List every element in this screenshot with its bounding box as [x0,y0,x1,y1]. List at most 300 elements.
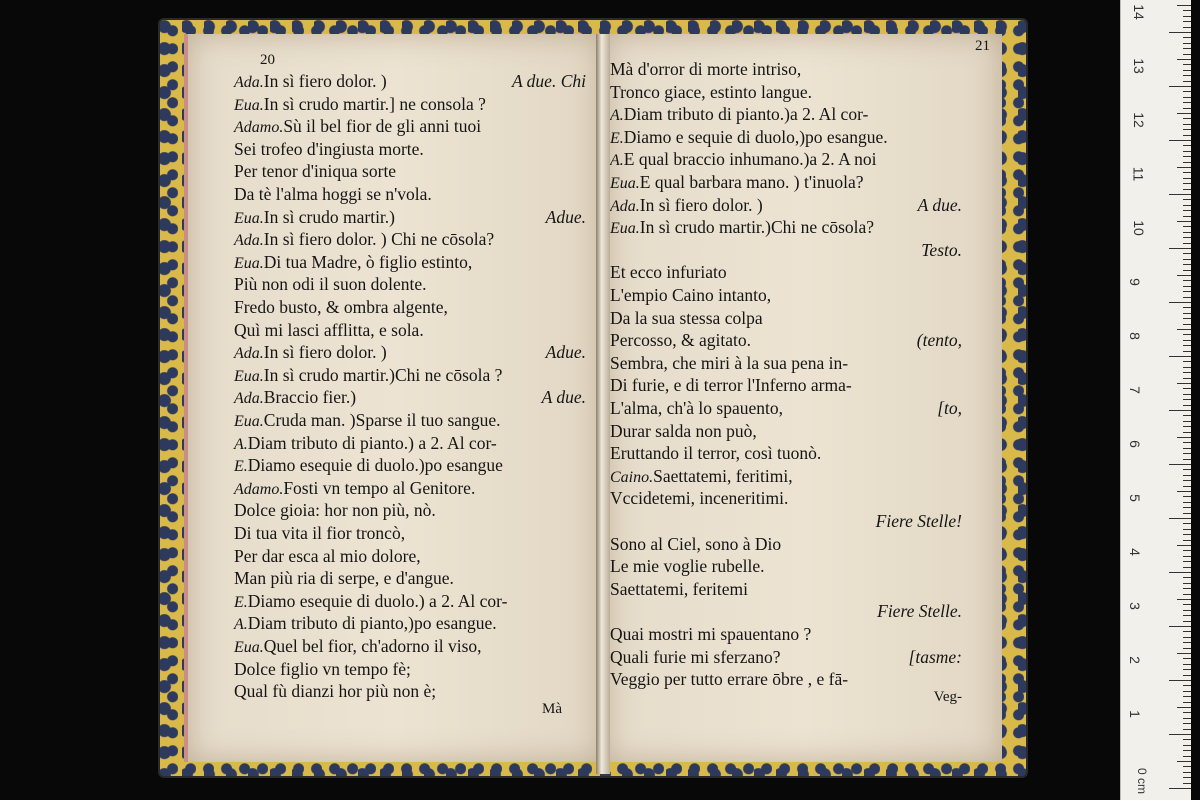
ruler-tick [1183,480,1191,481]
ruler-tick [1183,172,1191,173]
ruler-tick [1183,523,1191,524]
verse-text: Di furie, e di terror l'Inferno arma- [610,375,852,396]
speaker-label: Eua. [234,367,264,385]
ruler-tick [1183,286,1191,287]
text-line [234,386,356,410]
text-line [234,545,421,567]
ruler-tick [1183,718,1191,719]
ruler-tick [1183,610,1191,611]
text-line [610,397,783,419]
ruler-tick [1183,378,1191,379]
ruler-tick [1183,351,1191,352]
verse-text: Tronco giace, estinto langue. [610,81,813,102]
ruler-tick [1183,648,1191,649]
ruler-tick [1183,502,1191,503]
ruler-tick [1183,604,1191,605]
ruler-tick [1183,394,1191,395]
ruler-tick [1183,43,1191,44]
ruler-tick [1183,318,1191,319]
ruler-tick [1183,237,1191,238]
right-annotation: Fiere Stelle. [877,601,962,622]
catchword: Veg- [933,688,962,705]
ruler-tick [1177,329,1191,330]
ruler-tick [1183,216,1191,217]
ruler-tick [1169,194,1191,195]
ruler-tick [1183,145,1191,146]
text-line [610,261,727,283]
ruler-tick [1183,496,1191,497]
text-line [610,194,763,218]
ruler-tick [1177,383,1191,384]
verse-text: Cruda man. )Sparse il tuo sangue. [263,410,501,430]
speaker-label: E. [234,593,248,611]
ruler-tick [1183,313,1191,314]
text-line [610,623,811,645]
ruler-tick [1183,91,1191,92]
ruler-tick [1183,345,1191,346]
ruler-tick [1169,680,1191,681]
ruler-tick [1183,550,1191,551]
verse-text: Diamo esequie di duolo.) a 2. Al cor- [247,590,508,611]
verse-text: Fredo busto, & ombra algente, [234,297,448,317]
ruler-number: 10 [1130,220,1147,236]
ruler-tick [1183,453,1191,454]
ruler-tick [1183,243,1191,244]
ruler-tick [1177,59,1191,60]
verse-text: In sì crudo martir.] ne consola ? [263,93,486,114]
ruler-tick [1183,529,1191,530]
ruler-tick [1183,567,1191,568]
ruler-tick [1183,577,1191,578]
verse-text: Diamo esequie di duolo.)po esangue [247,455,503,476]
ruler-number: 3 [1126,602,1143,610]
ruler-tick [1177,167,1191,168]
ruler-tick [1183,750,1191,751]
ruler-tick [1177,5,1191,6]
verse-text: Diam tributo di pianto,)po esangue. [247,613,497,634]
verse-text: Quel bel fior, ch'adorno il viso, [263,636,482,656]
verse-text: Braccio fier.) [263,387,357,408]
ruler-tick [1183,448,1191,449]
text-line [610,374,852,396]
ruler-tick [1177,221,1191,222]
speaker-label: Eua. [234,254,264,272]
ruler-tick [1183,669,1191,670]
ruler-tick [1183,691,1191,692]
verse-text: Percosso, & agitato. [610,330,751,351]
text-line [610,668,848,690]
ruler-tick [1183,702,1191,703]
ruler-tick [1183,324,1191,325]
text-line [234,432,497,456]
text-line [610,465,793,489]
ruler-number: 6 [1126,440,1143,448]
ruler-tick [1183,739,1191,740]
right-annotation: Fiere Stelle! [875,511,962,531]
verse-text: Diam tributo di pianto.) a 2. Al cor- [247,432,497,453]
text-line [610,352,848,374]
ruler-tick [1169,140,1191,141]
right-annotation: Adue. [545,342,586,363]
text-line [610,148,877,172]
ruler-number: 11 [1130,166,1147,182]
verse-text: Quai mostri mi spauentano ? [610,624,812,644]
text-line [610,329,751,351]
ruler-tick [1183,372,1191,373]
verse-text: In sì crudo martir.) [263,206,395,227]
ruler-tick [1183,475,1191,476]
ruler-tick [1169,734,1191,735]
ruler-tick [1169,572,1191,573]
text-line [234,93,486,117]
ruler-tick [1169,302,1191,303]
speaker-label: A. [234,435,248,453]
right-annotation: Testo. [921,239,962,260]
ruler-number: 4 [1126,548,1143,556]
verse-text: Da la sua stessa colpa [610,307,763,328]
ruler-tick [1183,696,1191,697]
ruler-tick [1177,113,1191,114]
measurement-ruler [1120,0,1191,800]
ruler-tick [1183,10,1191,11]
verse-text: In sì fiero dolor. ) [639,194,763,215]
ruler-tick [1183,486,1191,487]
ruler-tick [1183,162,1191,163]
ruler-tick [1183,178,1191,179]
ruler-unit: 0 cm [1135,767,1150,795]
ruler-tick [1183,54,1191,55]
text-line [234,138,424,160]
text-line [234,522,405,544]
text-line [610,487,788,509]
ruler-tick [1183,745,1191,746]
ruler-tick [1183,442,1191,443]
speaker-label: A. [610,107,624,125]
ruler-tick [1183,534,1191,535]
ruler-tick [1169,518,1191,519]
ruler-tick [1183,426,1191,427]
verse-text: In sì fiero dolor. ) [263,342,387,363]
ruler-tick [1183,210,1191,211]
ruler-tick [1183,421,1191,422]
speaker-label: Eua. [234,413,264,430]
verse-text: E qual braccio inhumano.)a 2. A noi [623,149,877,170]
text-line [610,81,812,103]
ruler-tick [1169,86,1191,87]
verse-text: Diam tributo di pianto.)a 2. Al cor- [623,104,869,125]
verse-text: Eruttando il terror, così tuonò. [610,443,822,464]
text-line [234,567,454,589]
ruler-tick [1183,199,1191,200]
verse-text: Saettatemi, feritemi [610,578,749,599]
ruler-tick [1183,135,1191,136]
book-gutter [596,34,610,774]
text-line [234,680,436,702]
ruler-tick [1183,48,1191,49]
verse-text: Di tua Madre, ò figlio estinto, [263,251,473,272]
verse-text: Saettatemi, feritimi, [653,465,793,486]
ruler-number: 2 [1126,656,1143,664]
text-line [234,319,424,341]
ruler-tick [1183,540,1191,541]
ruler-tick [1183,151,1191,152]
ruler-tick [1183,388,1191,389]
text-line [234,70,387,94]
ruler-tick [1183,118,1191,119]
ruler-tick [1177,599,1191,600]
ruler-number: 8 [1126,332,1143,340]
ruler-tick [1183,21,1191,22]
speaker-label: Ada. [234,232,264,250]
speaker-label: Eua. [234,96,264,114]
verse-text: Dolce figlio vn tempo fè; [234,658,411,679]
ruler-tick [1183,97,1191,98]
ruler-tick [1183,205,1191,206]
ruler-tick [1183,64,1191,65]
verse-text: Vccidetemi, inceneritimi. [610,488,789,509]
ruler-tick [1183,469,1191,470]
text-line [234,499,436,521]
verse-text: E qual barbara mano. ) t'inuola? [639,172,864,192]
ruler-number: 5 [1126,494,1143,502]
ruler-tick [1183,637,1191,638]
text-line [610,284,771,306]
ruler-tick [1169,410,1191,411]
verse-text: Quali furie mi sferzano? [610,646,781,667]
ruler-tick [1183,685,1191,686]
ruler-tick [1183,723,1191,724]
verse-text: L'empio Caino intanto, [610,285,772,305]
verse-text: Diamo e sequie di duolo,)po esangue. [623,126,888,147]
ruler-tick [1183,102,1191,103]
text-line [610,171,864,195]
ruler-tick [1183,189,1191,190]
ruler-tick [1183,297,1191,298]
ruler-tick [1183,253,1191,254]
ruler-tick [1169,626,1191,627]
speaker-label: E. [234,458,248,476]
verse-text: L'alma, ch'à lo spauento, [610,398,783,418]
ruler-tick [1183,291,1191,292]
ruler-tick [1183,556,1191,557]
right-annotation: Adue. [545,206,586,227]
ruler-tick [1183,226,1191,227]
verse-text: Sembra, che miri à la sua pena in- [610,352,849,373]
text-line [234,409,500,433]
verse-text: Durar salda non può, [610,420,757,441]
verse-text: Fosti vn tempo al Genitore. [283,477,476,498]
text-line [610,103,868,127]
text-line [610,533,781,555]
verse-text: In sì fiero dolor. ) [263,71,387,91]
ruler-tick [1183,729,1191,730]
ruler-tick [1183,367,1191,368]
text-line [234,658,411,680]
ruler-number: 14 [1130,4,1147,20]
right-page-number: 21 [975,38,990,54]
catchword: Mà [542,700,562,717]
ruler-tick [1177,653,1191,654]
text-line [610,58,801,80]
verse-text: Qual fù dianzi hor più non è; [234,681,437,702]
text-line [234,590,507,614]
speaker-label: Eua. [610,175,640,192]
ruler-tick [1183,183,1191,184]
speaker-label: Ada. [610,197,640,215]
text-line [234,296,448,318]
ruler-tick [1183,777,1191,778]
right-annotation: [tasme: [908,646,962,667]
text-line [234,183,432,205]
right-annotation: A due. Chi [511,71,586,91]
ruler-tick [1183,399,1191,400]
ruler-tick [1183,307,1191,308]
ruler-tick [1183,588,1191,589]
ruler-tick [1177,545,1191,546]
ruler-tick [1183,432,1191,433]
ruler-tick [1183,81,1191,82]
left-page-number: 20 [260,52,275,68]
verse-text: Dolce gioia: hor non più, nò. [234,500,436,521]
ruler-tick [1169,248,1191,249]
ruler-tick [1183,334,1191,335]
text-line [610,307,763,329]
ruler-tick [1177,761,1191,762]
ruler-tick [1183,712,1191,713]
ruler-tick [1183,772,1191,773]
speaker-label: Eua. [234,209,264,227]
text-line [610,216,874,240]
text-line [234,160,396,182]
speaker-label: Adamo. [234,119,284,137]
ruler-number: 9 [1126,278,1143,286]
ruler-tick [1183,766,1191,767]
ruler-tick [1183,70,1191,71]
right-annotation: [to, [937,398,962,418]
verse-text: Sono al Ciel, sono à Dio [610,533,782,554]
text-line [610,442,821,464]
ruler-tick [1183,108,1191,109]
speaker-label: E. [610,129,624,147]
verse-text: Più non odi il suon dolente. [234,274,427,295]
text-line [234,273,427,295]
ruler-tick [1183,405,1191,406]
verse-text: Veggio per tutto errare ōbre , e fā- [610,669,849,690]
verse-text: Di tua vita il fior troncò, [234,523,406,543]
ruler-tick [1183,594,1191,595]
right-page [606,34,1002,762]
ruler-tick [1183,16,1191,17]
speaker-label: A. [234,616,248,634]
ruler-tick [1183,75,1191,76]
text-line [234,454,503,478]
text-line [234,251,472,275]
text-line [234,364,502,388]
ruler-tick [1183,642,1191,643]
speaker-label: Ada. [234,345,264,363]
text-line [234,612,497,636]
text-line [610,555,765,577]
speaker-label: Eua. [234,639,264,656]
ruler-tick [1183,415,1191,416]
right-annotation: A due. [917,194,962,215]
speaker-label: Caino. [610,468,654,486]
ruler-tick [1177,275,1191,276]
ruler-tick [1183,280,1191,281]
ruler-tick [1183,264,1191,265]
ruler-tick [1183,513,1191,514]
verse-text: Le mie voglie rubelle. [610,556,765,577]
speaker-label: A. [610,152,624,170]
ruler-tick [1183,124,1191,125]
verse-text: Per tenor d'iniqua sorte [234,161,397,182]
speaker-label: Eua. [610,220,640,238]
ruler-tick [1183,459,1191,460]
text-line [234,206,395,230]
ruler-tick [1183,232,1191,233]
ruler-tick [1183,361,1191,362]
ruler-tick [1169,464,1191,465]
verse-text: Per dar esca al mio dolore, [234,545,421,566]
verse-text: Da tè l'alma hoggi se n'vola. [234,184,432,204]
ruler-tick [1169,32,1191,33]
ruler-tick [1183,675,1191,676]
speaker-label: Ada. [234,390,264,408]
ruler-number: 1 [1126,710,1143,718]
speaker-label: Ada. [234,74,264,91]
verse-text: Quì mi lasci afflitta, e sola. [234,319,424,340]
ruler-tick [1183,615,1191,616]
ruler-tick [1183,658,1191,659]
verse-text: In sì crudo martir.)Chi ne cōsola? [639,217,875,238]
right-annotation: (tento, [916,330,962,351]
ruler-tick [1183,583,1191,584]
ruler-number: 7 [1126,386,1143,394]
text-line [610,578,748,600]
text-line [610,646,781,668]
ruler-tick [1183,756,1191,757]
ruler-number: 13 [1130,58,1147,74]
ruler-tick [1177,491,1191,492]
ruler-tick [1177,707,1191,708]
verse-text: Man più ria di serpe, e d'angue. [234,568,454,589]
ruler-tick [1169,788,1191,789]
text-line [610,126,888,150]
ruler-tick [1183,129,1191,130]
ruler-tick [1183,631,1191,632]
verse-text: Sù il bel fior de gli anni tuoi [283,116,482,137]
verse-text: Mà d'orror di morte intriso, [610,59,802,79]
text-line [234,477,475,501]
left-page [184,34,602,762]
text-line [234,341,387,365]
verse-text: In sì fiero dolor. ) Chi ne cōsola? [263,229,495,250]
verse-text: Et ecco infuriato [610,262,727,283]
ruler-tick [1177,437,1191,438]
ruler-tick [1183,27,1191,28]
ruler-tick [1169,356,1191,357]
ruler-tick [1183,621,1191,622]
ruler-tick [1183,156,1191,157]
ruler-number: 12 [1130,112,1147,128]
ruler-tick [1183,259,1191,260]
text-line [234,635,482,659]
verse-text: Sei trofeo d'ingiusta morte. [234,138,424,159]
ruler-tick [1183,783,1191,784]
ruler-tick [1183,37,1191,38]
text-line [234,115,481,139]
ruler-tick [1183,270,1191,271]
